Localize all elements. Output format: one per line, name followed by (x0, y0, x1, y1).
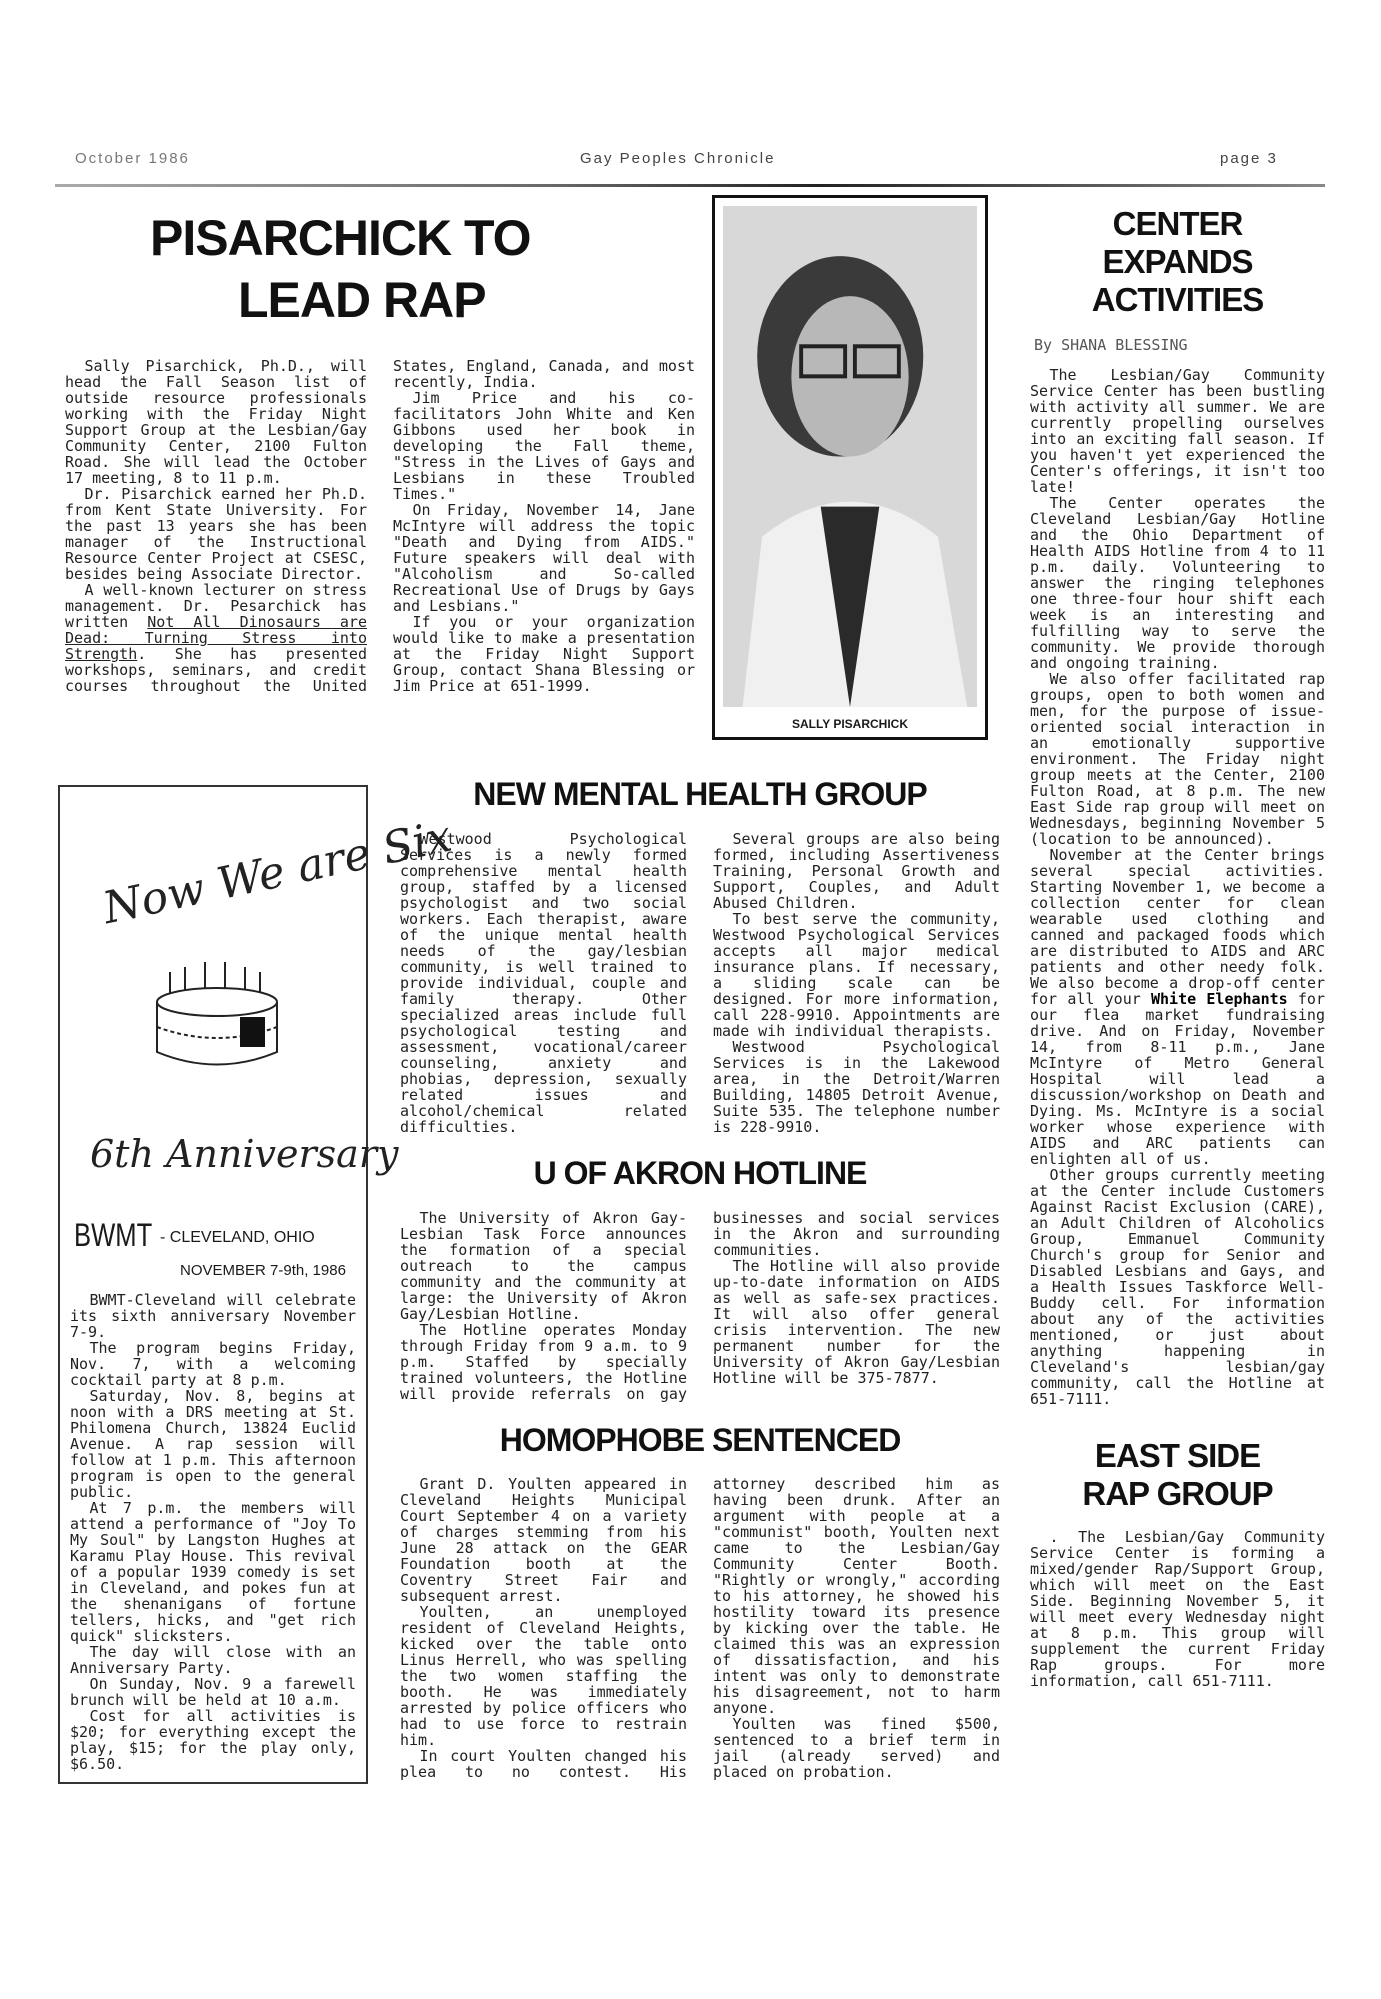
center-article-body (1030, 367, 1325, 1407)
masthead-rule (55, 184, 1325, 187)
mental-health-article-body (400, 831, 1000, 1135)
paragraph: On Sunday, Nov. 9 a farewell brunch will be held at 10 a.m. (70, 1675, 356, 1709)
bwmt-anniversary-ad (58, 785, 457, 1784)
bold-phrase: White Elephants (1151, 989, 1288, 1008)
ad-body (70, 1292, 356, 1772)
mental-health-headline: NEW MENTAL HEALTH GROUP (473, 776, 927, 812)
paragraph: The program begins Friday, Nov. 7, with a welcoming cocktail party at 8 p.m. (70, 1339, 356, 1389)
text: A well-known lecturer on stress management. Dr. Pesarchick has written (65, 581, 367, 631)
portrait-image (723, 206, 977, 707)
pisarchick-article-body (65, 358, 695, 694)
portrait-photo (712, 195, 988, 740)
homophobe-article-body (400, 1476, 1000, 1780)
ad-anniversary-title: 6th Anniversary (90, 1132, 399, 1176)
publication-title: Gay Peoples Chronicle (580, 150, 776, 167)
homophobe-headline: HOMOPHOBE SENTENCED (499, 1421, 901, 1458)
pisarchick-headline-line1: PISARCHICK TO (150, 210, 531, 266)
paragraph: Other groups currently meeting at the Center include Customers Against Racist Exclusion (CARE), an Adult Children of Alcoholics Group, Emmanuel Community Church's group for Senior and Disabled Lesbians and Gays, and a Health Issues Taskforce Well-Buddy cell. For information about any of the activities mentioned, or just about anything happening in Cleveland's lesbian/gay community, call the Hotline at 651-7111. (1030, 1165, 1325, 1408)
paragraph: Several groups are also being formed, including Assertiveness Training, Personal Growth and Support, Couples, and Adult Abused Children. (713, 829, 1000, 912)
paragraph: We also offer facilitated rap groups, open to both women and men, for the purpose of issue-oriented social interaction in an emotionally supportive environment. The Friday night group meets at the Center, 2100 Fulton Road, at 8 p.m. The new East Side rap group will meet on Wednesdays, beginning November 5 (location to be announced). (1030, 669, 1325, 848)
paragraph: The Hotline operates Monday through Friday from 9 a.m. to 9 p.m. Staffed by specially trained volunteers, the Hotline will provide referrals on gay businesses and social services in the Akron and surrounding communities. (400, 1208, 1000, 1403)
paragraph: Sally Pisarchick, Ph.D., will head the Fall Season list of outside resource professionals working with the Friday Night Support Group at the Lesbian/Gay Community Center, 2100 Fulton Road. She will lead the October 17 meeting, 8 to 11 p.m. (65, 357, 367, 487)
ad-org-name: BWMT (74, 1217, 153, 1253)
akron-article-body (400, 1210, 1000, 1402)
eastside-headline-line1: EAST SIDE (1094, 1436, 1261, 1474)
paragraph: The Hotline will also provide up-to-date information on AIDS as well as safe-sex practices. It will also offer general crisis intervention. The new permanent number for the University of Akron Gay/Lesbian Hotline will be 375-7877. (713, 1256, 1000, 1387)
photo-caption: SALLY PISARCHICK (791, 717, 909, 731)
byline: By SHANA BLESSING (1034, 335, 1188, 354)
ad-script-title: Now We are Six (98, 810, 457, 935)
paragraph: Westwood Psychological Services is in the Lakewood area, in the Detroit/Warren Building, 14805 Detroit Avenue, Suite 535. The telephone number is 228-9910. (713, 1037, 1000, 1136)
paragraph: In court Youlten changed his plea to no contest. His attorney described him as having been drunk. After an argument with people at a "communist" booth, Youlten next came to the Lesbian/Gay Community Center Booth. "Rightly or wrongly," according to his attorney, he showed his hostility toward its presence by kicking over the table. He claimed this was an expression of dissatisfaction, and his intent was only to demonstrate his disagreement, not to harm anyone. (400, 1475, 1000, 1782)
ad-dates: NOVEMBER 7-9th, 1986 (180, 1262, 346, 1279)
eastside-article-body (1030, 1529, 1325, 1689)
paragraph: The Lesbian/Gay Community Service Center has been bustling with activity all summer. We are currently propelling ourselves into an exciting fall season. If you haven't yet experienced the Center's offerings, it isn't too late! (1030, 365, 1325, 496)
paragraph: The day will close with an Anniversary Party. (70, 1643, 356, 1677)
paragraph: On Friday, November 14, Jane McIntyre will address the topic "Death and Dying from AIDS." Future speakers will deal with "Alcoholism and So-called Recreational Use of Drugs by Gays and Lesbians." (393, 501, 695, 615)
paragraph: Youlten, an unemployed resident of Cleveland Heights, kicked over the table onto Linus Herrell, who was spelling the two women staffing the booth. He was immediately arrested by police officers who had to use force to restrain him. (400, 1603, 687, 1750)
paragraph: BWMT-Cleveland will celebrate its sixth anniversary November 7-9. (70, 1291, 356, 1341)
middle-column (400, 776, 1000, 1800)
book-title: Not All Dinosaurs are Dead: Turning Stress into Strength (65, 613, 367, 663)
paragraph: . The Lesbian/Gay Community Service Center is forming a mixed/gender Rap/Support Group, which will meet on the East Side. Beginning November 5, it will meet every Wednesday night at 8 p.m. This group will supplement the current Friday Rap groups. For more information, call 651-7111. (1030, 1527, 1325, 1690)
paragraph (1030, 847, 1325, 1167)
center-headline-line3: ACTIVITIES (1091, 280, 1264, 318)
paragraph: Saturday, Nov. 8, begins at noon with a DRS meeting at St. Philomena Church, 13824 Euclid Avenue. A rap session will follow at 1 p.m. This afternoon program is open to the general public. (70, 1387, 356, 1501)
eastside-headline-line2: RAP GROUP (1082, 1474, 1273, 1512)
paragraph: To best serve the community, Westwood Psychological Services accepts all major medical insurance plans. If necessary, a sliding scale can be designed. For more information, call 228-9910. Appointments are made wih individual therapists. (713, 909, 1000, 1040)
paragraph: If you or your organization would like to make a presentation at the Friday Night Support Group, contact Shana Blessing or Jim Price at 651-1999. (393, 613, 695, 695)
akron-headline: U OF AKRON HOTLINE (533, 1154, 867, 1191)
page-number: page 3 (1220, 150, 1278, 167)
birthday-cake-icon (145, 957, 295, 1077)
text: November at the Center brings several special activities. Starting November 1, we become a collection center for clean wearable used clothing and canned and packaged foods which are distributed to AIDS and ARC patients and other needy folk. We also become a drop-off center for all your (1030, 845, 1325, 1008)
paragraph: Dr. Pisarchick earned her Ph.D. from Kent State University. For the past 13 years she has been manager of the Instructional Resource Center Project at CSESC, besides being Associate Director. (65, 485, 367, 583)
paragraph: At 7 p.m. the members will attend a performance of "Joy To My Soul" by Langston Hughes at Karamu Play House. This revival of a popular 1939 comedy is set in Cleveland, and pokes fun at the shenanigans of fortune tellers, hicks, and "get rich quick" slicksters. (70, 1499, 356, 1645)
paragraph: Cost for all activities is $20; for everything except the play, $15; for the play only, $6.50. (70, 1707, 356, 1773)
paragraph: Youlten was fined $500, sentenced to a brief term in jail (already served) and placed on probation. (713, 1715, 1000, 1782)
paragraph: The Center operates the Cleveland Lesbian/Gay Hotline and the Ohio Department of Health AIDS Hotline from 4 to 11 p.m. daily. Volunteering to answer the ringing telephones one three-four hour shift each week is an interesting and fulfilling way to serve the community. We provide thorough and ongoing training. (1030, 493, 1325, 672)
text: for our flea market fundraising drive. And on Friday, November 14, from 8-11 p.m., Jane McIntyre of Metro General Hospital will lead a discussion/workshop on Death and Dying. Ms. McIntyre is a social worker whose experience with AIDS and ARC patients can enlighten all of us. (1030, 989, 1325, 1168)
paragraph: Grant D. Youlten appeared in Cleveland Heights Municipal Court September 4 on a variety of charges stemming from his June 28 attack on the GEAR Foundation booth at the Coventry Street Fair and subsequent arrest. (400, 1475, 687, 1606)
paragraph: Westwood Psychological Services is a newly formed comprehensive mental health group, staffed by a licensed psychologist and two social workers. Each therapist, aware of the unique mental health needs of the gay/lesbian community, is well trained to provide individual, couple and family therapy. Other specialized areas include full psychological testing and assessment, vocational/career counseling, anxiety and phobias, depression, sexually related issues and alcohol/chemical related difficulties. (400, 829, 687, 1136)
right-column (1030, 205, 1325, 1689)
center-headline-line2: EXPANDS (1102, 242, 1253, 280)
issue-date: October 1986 (75, 150, 190, 167)
ad-header (60, 787, 457, 1292)
center-headline-line1: CENTER (1112, 205, 1243, 242)
paragraph: Jim Price and his co-facilitators John White and Ken Gibbons used her book in developing the Fall theme, "Stress in the Lives of Gays and Lesbians in these Troubled Times." (393, 389, 695, 503)
paragraph: The University of Akron Gay-Lesbian Task Force announces the formation of a special outreach to the campus community and the community at large: the University of Akron Gay/Lesbian Hotline. (400, 1208, 687, 1323)
text: . She has presented workshops, seminars, and credit courses throughout the United States, England, Canada, and most recently, India. (65, 357, 695, 695)
pisarchick-headline-line2: LEAD RAP (238, 272, 486, 328)
ad-location: - CLEVELAND, OHIO (160, 1229, 315, 1246)
